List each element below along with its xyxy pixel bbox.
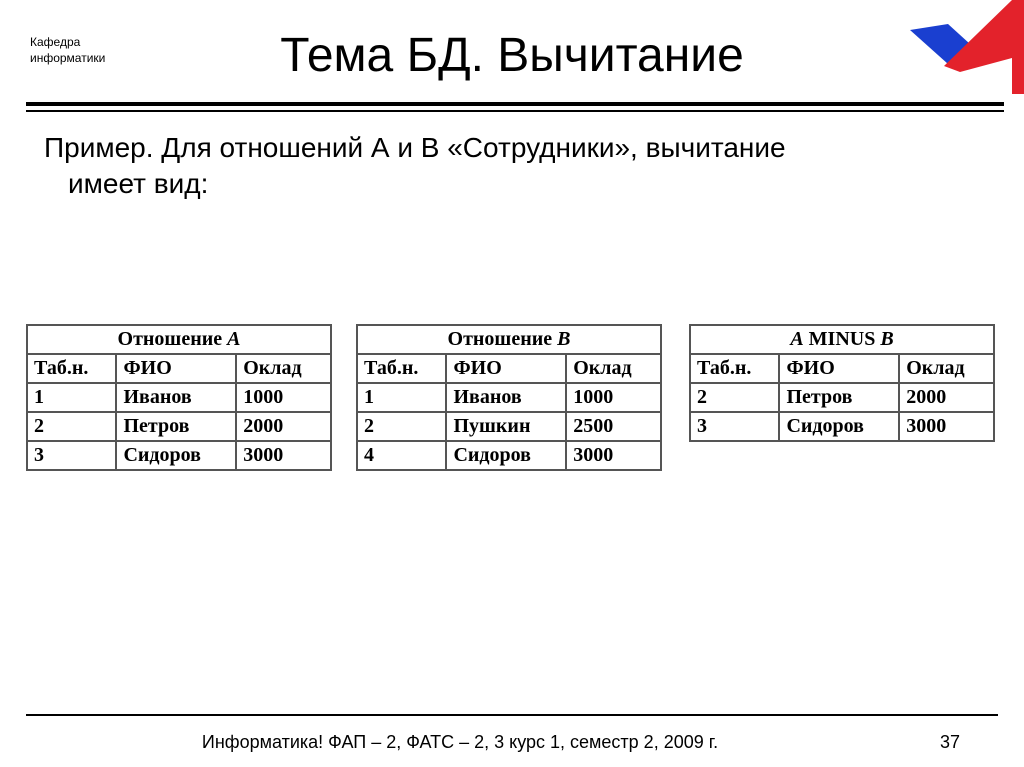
cell-salary: 3000 [566, 441, 661, 470]
cell-salary: 2500 [566, 412, 661, 441]
cell-name: Сидоров [446, 441, 566, 470]
cell-id: 4 [357, 441, 446, 470]
relation-b-caption: Отношение B [356, 324, 662, 353]
header-rule-thin [26, 110, 1004, 112]
column-header: ФИО [779, 354, 899, 383]
cell-salary: 3000 [899, 412, 994, 441]
footer-rule [26, 714, 998, 716]
relation-b-var: B [557, 328, 571, 350]
table-row [357, 412, 661, 441]
cell-id: 2 [357, 412, 446, 441]
table-header-row [690, 354, 994, 383]
table-row [357, 441, 661, 470]
cell-name: Сидоров [779, 412, 899, 441]
relation-a-table [26, 324, 332, 471]
department-line-1: Кафедра [30, 35, 81, 49]
column-header: Таб.н. [357, 354, 446, 383]
slide-title: Тема БД. Вычитание [280, 29, 744, 82]
column-header: Оклад [566, 354, 661, 383]
page-number: 37 [940, 732, 961, 752]
cell-id: 3 [27, 441, 116, 470]
minus-result-caption: A MINUS B [689, 324, 995, 353]
header-rule-thick [26, 102, 1004, 106]
column-header: ФИО [116, 354, 236, 383]
cell-name: Иванов [446, 383, 566, 412]
column-header: Оклад [899, 354, 994, 383]
cell-salary: 1000 [236, 383, 331, 412]
department-line-2: информатики [30, 51, 106, 65]
logo-text: УГАТУ [938, 70, 981, 86]
table-row [690, 383, 994, 412]
table-header-row [357, 354, 661, 383]
intro-text [44, 130, 984, 202]
cell-id: 2 [690, 383, 779, 412]
table-header-row [27, 354, 331, 383]
column-header: ФИО [446, 354, 566, 383]
relation-a-var: A [227, 328, 241, 350]
cell-salary: 2000 [899, 383, 994, 412]
cell-id: 1 [27, 383, 116, 412]
column-header: Таб.н. [690, 354, 779, 383]
table-row [690, 412, 994, 441]
footer-text: Информатика! ФАП – 2, ФАТС – 2, 3 курс 1, семестр 2, 2009 г. [201, 732, 719, 752]
table-row [27, 383, 331, 412]
cell-salary: 3000 [236, 441, 331, 470]
intro-line-1: Пример. Для отношений А и В «Сотрудники», вычитание [44, 132, 786, 163]
cell-name: Петров [779, 383, 899, 412]
intro-line-2: имеет вид: [68, 168, 209, 199]
column-header: Оклад [236, 354, 331, 383]
cell-name: Сидоров [116, 441, 236, 470]
relation-b-table [356, 324, 662, 471]
table-row [357, 383, 661, 412]
cell-salary: 2000 [236, 412, 331, 441]
column-header: Таб.н. [27, 354, 116, 383]
cell-name: Петров [116, 412, 236, 441]
cell-id: 1 [357, 383, 446, 412]
minus-result-table [689, 324, 995, 442]
cell-name: Пушкин [446, 412, 566, 441]
relation-a-caption: Отношение A [26, 324, 332, 353]
cell-salary: 1000 [566, 383, 661, 412]
cell-id: 2 [27, 412, 116, 441]
cell-id: 3 [690, 412, 779, 441]
table-row [27, 441, 331, 470]
table-row [27, 412, 331, 441]
cell-name: Иванов [116, 383, 236, 412]
